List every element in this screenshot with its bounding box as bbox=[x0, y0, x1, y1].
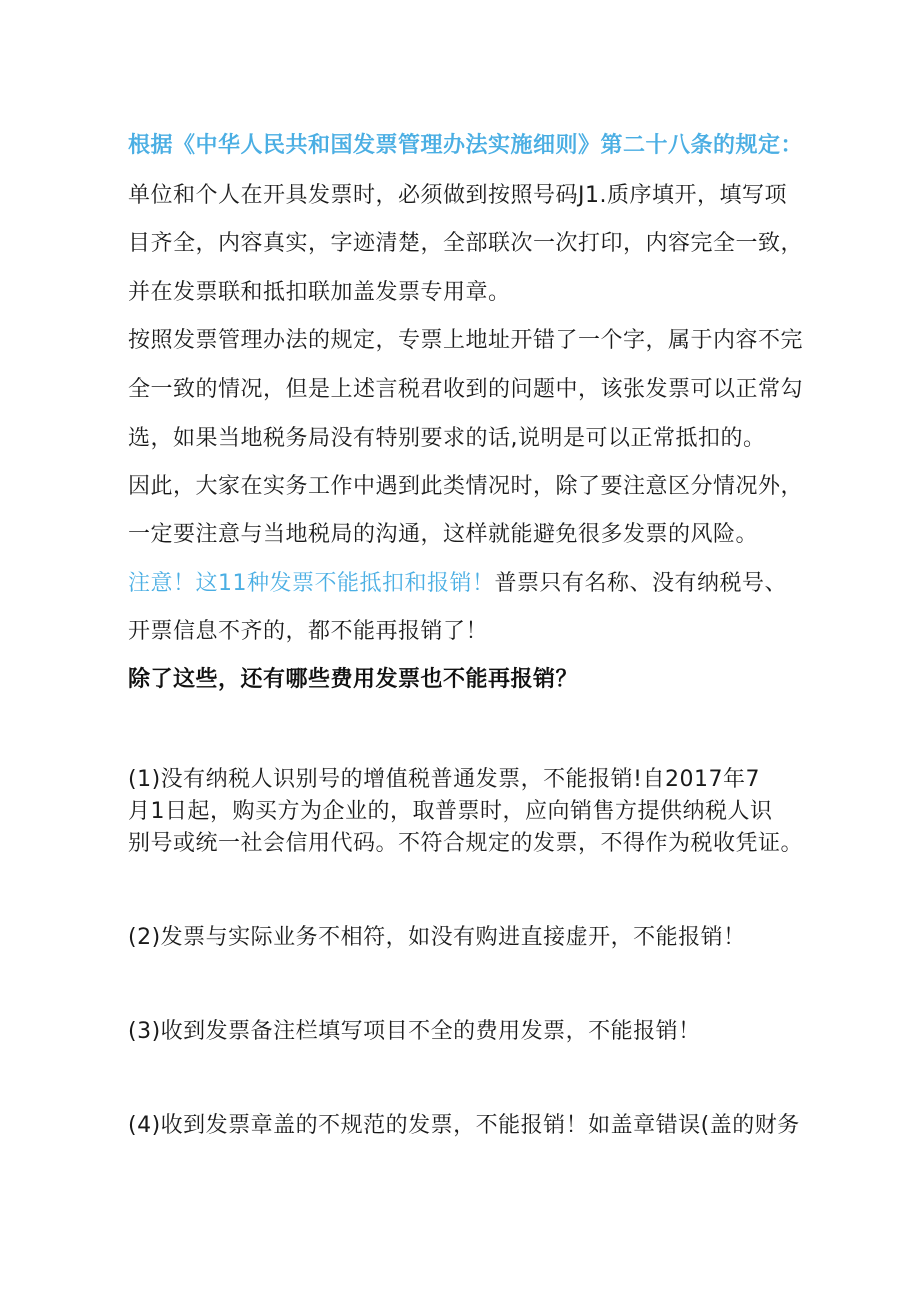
paragraph2-line3: 选，如果当地税务局没有特别要求的话,说明是可以正常抵扣的。 bbox=[128, 426, 766, 451]
regulation-heading: 根据《中华人民共和国发票管理办法实施细则》第二十八条的规定： bbox=[128, 133, 804, 158]
item4-line: (4)收到发票章盖的不规范的发票，不能报销！如盖章错误(盖的财务 bbox=[128, 1113, 800, 1138]
paragraph2-line2: 全一致的情况，但是上述言税君收到的问题中，该张发票可以正常勾 bbox=[128, 377, 804, 402]
notice-line2: 开票信息不齐的，都不能再报销了！ bbox=[128, 619, 489, 644]
item2-line: (2)发票与实际业务不相符，如没有购进直接虚开，不能报销！ bbox=[128, 925, 746, 950]
notice-line1 bbox=[128, 569, 787, 599]
paragraph1-line2: 目齐全，内容真实，字迹清楚，全部联次一次打印，内容完全一致， bbox=[128, 231, 804, 256]
item1-line1: (1)没有纳税人识别号的增值税普通发票，不能报销!自2017年7 bbox=[128, 767, 760, 792]
paragraph3-line2: 一定要注意与当地税局的沟通，这样就能避免很多发票的风险。 bbox=[128, 522, 759, 547]
paragraph1-line3: 并在发票联和抵扣联加盖发票专用章。 bbox=[128, 280, 511, 305]
notice-highlight: 注意！这11种发票不能抵扣和报销！ bbox=[128, 571, 495, 596]
paragraph3-line1: 因此，大家在实务工作中遇到此类情况时，除了要注意区分情况外， bbox=[128, 474, 804, 499]
paragraph2-line1: 按照发票管理办法的规定，专票上地址开错了一个字，属于内容不完 bbox=[128, 328, 804, 353]
item3-line: (3)收到发票备注栏填写项目不全的费用发票，不能报销！ bbox=[128, 1019, 701, 1044]
notice-rest: 普票只有名称、没有纳税号、 bbox=[494, 571, 788, 596]
item1-line3: 别号或统一社会信用代码。不符合规定的发票，不得作为税收凭证。 bbox=[128, 831, 804, 856]
item1-line2: 月1日起，购买方为企业的，取普票时，应向销售方提供纳税人识 bbox=[128, 799, 773, 824]
question-heading: 除了这些，还有哪些费用发票也不能再报销？ bbox=[128, 667, 579, 692]
paragraph1-line1: 单位和个人在开具发票时，必须做到按照号码J1.质序填开，填写项 bbox=[128, 183, 787, 208]
